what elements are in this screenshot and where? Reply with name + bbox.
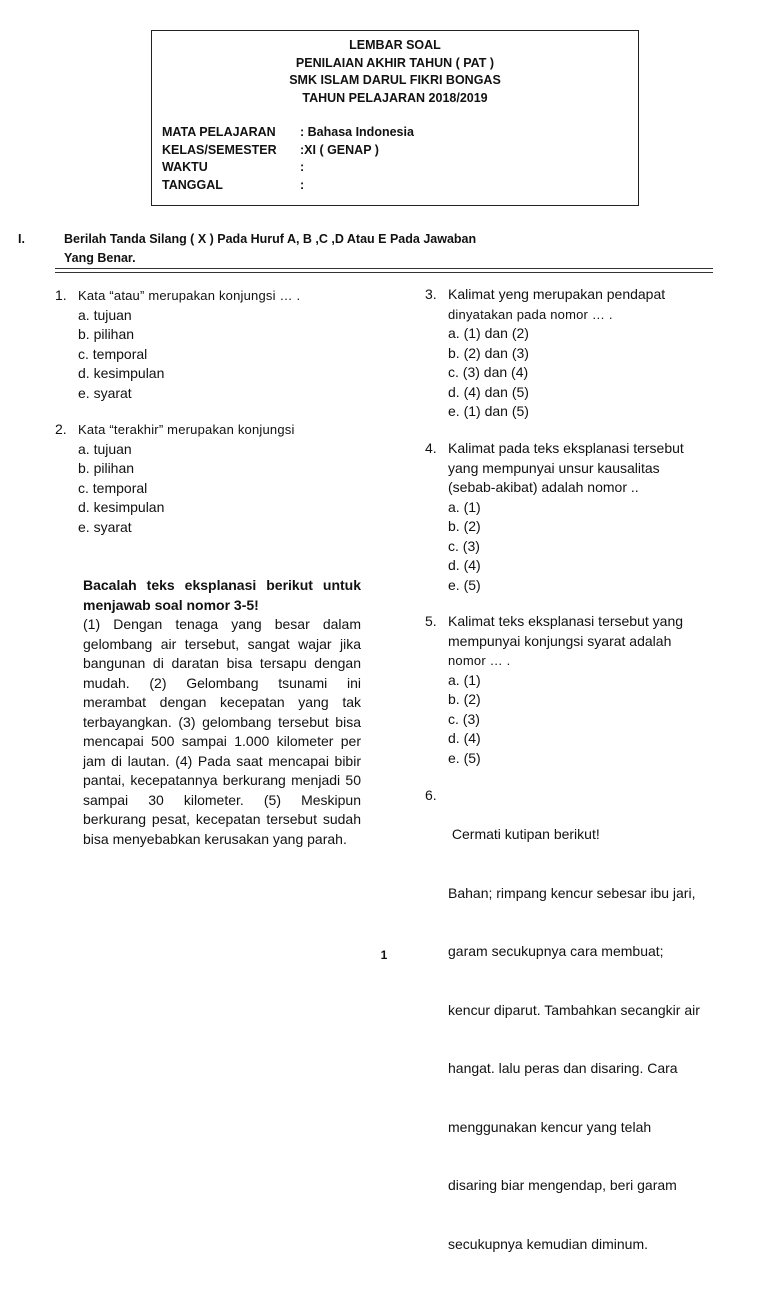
option: e. syarat [78, 384, 132, 401]
instruction-line: Berilah Tanda Silang ( X ) Pada Huruf A, B ,C ,D Atau E Pada Jawaban [64, 232, 477, 246]
passage-heading: Bacalah teks eksplanasi berikut untuk menjawab soal nomor 3-5! [83, 577, 361, 613]
option: b. pilihan [78, 326, 135, 342]
question-text: Kalimat teks eksplanasi tersebut yang [448, 613, 684, 629]
question-number: 6. [425, 787, 437, 803]
question-number: 1. [55, 287, 67, 303]
meta-label: MATA PELAJARAN [162, 125, 276, 139]
question-text: Bahan; rimpang kencur sebesar ibu jari, [448, 884, 696, 901]
header-title: PENILAIAN AKHIR TAHUN ( PAT ) [295, 55, 495, 70]
reading-passage [83, 576, 361, 849]
meta-value: : [300, 160, 305, 174]
question-text: nomor … . [448, 653, 511, 668]
option: b. (2) [448, 518, 481, 534]
question-text: dinyatakan pada nomor … . [448, 306, 613, 322]
question-text: Kata “atau” merupakan konjungsi … . [78, 288, 301, 303]
page-number: 1 [380, 948, 388, 962]
option: d. (4) [448, 730, 481, 746]
question-number: 5. [425, 613, 437, 629]
passage-text: (1) Dengan tenaga yang besar dalam gelombang air tersebut, sangat wajar jika bangunan di daratan bisa tersapu dengan mudah. (2) Gelombang tsunami ini merambat dengan kecepatan yang tak terbayangkan. (3) gelombang tersebut bisa mencapai 500 sampai 1.000 kilometer per jam di lautan. (4) Pada saat mencapai bibir pantai, kecepatannya berkurang menjadi 50 sampai 30 kilometer. (5) Meskipun berkurang pesat, kecepatan tersebut sudah bisa menyebabkan kerusakan yang parah. [83, 616, 361, 847]
option: b. (2) dan (3) [448, 344, 529, 361]
divider-line [55, 268, 713, 269]
meta-label: TANGGAL [162, 177, 223, 192]
question-text: yang mempunyai unsur kausalitas [448, 459, 660, 476]
header-title: SMK ISLAM DARUL FIKRI BONGAS [289, 73, 501, 87]
instruction-line: Yang Benar. [64, 251, 136, 265]
question-text: disaring biar mengendap, beri garam [448, 1177, 677, 1193]
meta-value: :XI ( GENAP ) [300, 142, 379, 157]
option: d. (4) [448, 557, 481, 573]
meta-row [162, 142, 414, 160]
question-number: 4. [425, 440, 437, 456]
meta-label: WAKTU [162, 160, 208, 174]
question-text: Cermati kutipan berikut! [448, 826, 600, 842]
section-number: I. [18, 232, 25, 246]
question-text: hangat. lalu peras dan disaring. Cara [448, 1060, 678, 1076]
meta-row [162, 177, 414, 195]
option: c. (3) dan (4) [448, 364, 529, 380]
option: a. tujuan [78, 306, 132, 323]
option: d. kesimpulan [78, 499, 165, 515]
meta-label: KELAS/SEMESTER [162, 142, 277, 157]
meta-value: : Bahasa Indonesia [300, 125, 414, 139]
option: b. pilihan [78, 460, 135, 476]
header-meta [162, 124, 414, 194]
question-text: Kalimat yeng merupakan pendapat [448, 286, 666, 302]
option: e. (1) dan (5) [448, 403, 529, 419]
meta-row [162, 159, 414, 177]
question-number: 2. [55, 421, 67, 437]
option: a. tujuan [78, 440, 132, 457]
option: a. (1) [448, 498, 481, 515]
question-text: Kalimat pada teks eksplanasi tersebut [448, 440, 684, 456]
option: b. (2) [448, 691, 481, 707]
question-text: garam secukupnya cara membuat; [448, 943, 664, 959]
header-box [151, 30, 639, 206]
question-text: secukupnya kemudian diminum. [448, 1235, 648, 1252]
option: c. temporal [78, 345, 148, 362]
question-text: kencur diparut. Tambahkan secangkir air [448, 1001, 700, 1018]
instruction-text [64, 230, 534, 268]
question-text: (sebab-akibat) adalah nomor .. [448, 479, 639, 495]
option: a. (1) [448, 671, 481, 688]
option: c. (3) [448, 537, 480, 554]
question-text: mempunyai konjungsi syarat adalah [448, 632, 672, 649]
option: c. (3) [448, 710, 480, 727]
header-titles [152, 37, 638, 107]
divider-line [55, 272, 713, 273]
header-title: LEMBAR SOAL [349, 38, 441, 52]
option: d. kesimpulan [78, 365, 165, 381]
question-text: Kata “terakhir” merupakan konjungsi [78, 422, 295, 437]
option: e. (5) [448, 576, 481, 593]
option: e. (5) [448, 749, 481, 766]
option: c. temporal [78, 479, 148, 496]
meta-row [162, 124, 414, 142]
header-title: TAHUN PELAJARAN 2018/2019 [302, 90, 488, 105]
meta-value: : [300, 177, 305, 192]
option: e. syarat [78, 518, 132, 535]
option: d. (4) dan (5) [448, 383, 529, 400]
question-number: 3. [425, 286, 437, 302]
option: a. (1) dan (2) [448, 325, 529, 341]
question-text: menggunakan kencur yang telah [448, 1118, 652, 1135]
